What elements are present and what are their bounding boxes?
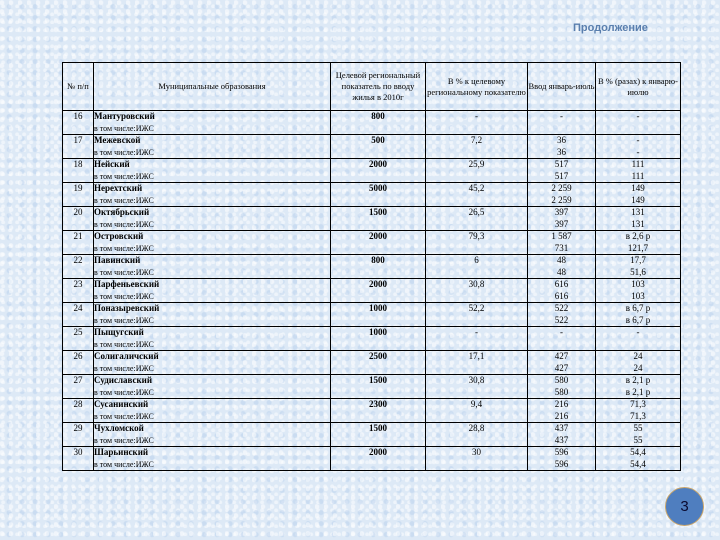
- input-izhs: [528, 123, 595, 135]
- municipality-sublabel: в том числе:ИЖС: [94, 412, 154, 421]
- municipality-name: Судиславский: [94, 375, 153, 385]
- row-number: 17: [63, 135, 94, 159]
- municipality-name: Нейский: [94, 159, 130, 169]
- input-izhs: 517: [554, 170, 569, 181]
- municipality-name: Пыщугский: [94, 327, 144, 337]
- pct-target-value: 30,8: [426, 279, 528, 303]
- input-total: -: [560, 111, 563, 121]
- input-izhs: 36: [557, 146, 566, 157]
- pct-target-value: 17,1: [426, 351, 528, 375]
- col-header-pct-times: В % (разах) к январю-июлю: [596, 63, 681, 111]
- ratio-izhs: 149: [631, 194, 645, 205]
- municipality-sublabel: в том числе:ИЖС: [94, 436, 154, 445]
- table-row: [63, 183, 681, 207]
- pct-target-value: 30: [426, 447, 528, 471]
- slide-title: Продолжение: [573, 22, 648, 34]
- ratio-izhs: 111: [631, 170, 645, 181]
- ratio-izhs: [596, 339, 680, 351]
- ratio-izhs: 71,3: [630, 410, 646, 421]
- ratio-izhs: 54,4: [630, 458, 646, 469]
- input-izhs: 427: [554, 362, 569, 373]
- input-total: 437: [554, 423, 569, 433]
- target-value: 800: [331, 111, 426, 135]
- ratio-cell: [596, 183, 681, 207]
- table-row: [63, 207, 681, 231]
- table-row: [63, 327, 681, 351]
- input-izhs: 397: [554, 218, 569, 229]
- pct-target-value: 25,9: [426, 159, 528, 183]
- pct-target-value: 26,5: [426, 207, 528, 231]
- input-cell: [528, 303, 596, 327]
- input-total: 48: [557, 255, 566, 265]
- input-total: 397: [554, 207, 569, 217]
- input-total: -: [560, 327, 563, 337]
- input-izhs: 437: [554, 434, 569, 445]
- municipality-name: Мантуровский: [94, 111, 155, 121]
- ratio-cell: [596, 303, 681, 327]
- pct-target-value: 7,2: [426, 135, 528, 159]
- ratio-cell: [596, 255, 681, 279]
- input-cell: [528, 183, 596, 207]
- row-number: 27: [63, 375, 94, 399]
- municipality-sublabel: в том числе:ИЖС: [94, 292, 154, 301]
- input-total: 2 259: [551, 183, 572, 193]
- input-cell: [528, 135, 596, 159]
- target-value: 1500: [331, 207, 426, 231]
- col-header-municipality: Муниципальные образования: [94, 63, 331, 111]
- municipality-sublabel: в том числе:ИЖС: [94, 124, 154, 133]
- municipality-cell: [94, 351, 331, 375]
- col-header-target: Целевой региональный показатель по вводу жилья в 2010г: [331, 63, 426, 111]
- pct-target-value: 6: [426, 255, 528, 279]
- row-number: 21: [63, 231, 94, 255]
- input-izhs: 731: [554, 242, 569, 253]
- input-total: 427: [554, 351, 569, 361]
- table-row: [63, 303, 681, 327]
- ratio-cell: [596, 327, 681, 351]
- ratio-total: -: [636, 135, 640, 145]
- ratio-total: в 2,1 р: [625, 375, 651, 385]
- municipality-sublabel: в том числе:ИЖС: [94, 172, 154, 181]
- pct-target-value: 52,2: [426, 303, 528, 327]
- input-cell: [528, 207, 596, 231]
- municipality-cell: [94, 111, 331, 135]
- page-number-badge: 3: [665, 487, 704, 526]
- municipality-cell: [94, 399, 331, 423]
- target-value: 800: [331, 255, 426, 279]
- input-izhs: [528, 339, 595, 351]
- ratio-total: 55: [633, 423, 643, 433]
- ratio-izhs: 103: [631, 290, 645, 301]
- table-row: [63, 231, 681, 255]
- pct-target-value: -: [426, 111, 528, 135]
- row-number: 20: [63, 207, 94, 231]
- municipality-sublabel: в том числе:ИЖС: [94, 316, 154, 325]
- input-total: 1 587: [551, 231, 572, 241]
- target-value: 1500: [331, 375, 426, 399]
- municipality-sublabel: в том числе:ИЖС: [94, 388, 154, 397]
- ratio-total: 131: [631, 207, 645, 217]
- municipality-sublabel: в том числе:ИЖС: [94, 268, 154, 277]
- input-cell: [528, 423, 596, 447]
- municipality-sublabel: в том числе:ИЖС: [94, 460, 154, 469]
- municipality-name: Октябрьский: [94, 207, 150, 217]
- input-cell: [528, 255, 596, 279]
- ratio-total: в 2,6 р: [625, 231, 651, 241]
- table-row: [63, 375, 681, 399]
- municipality-cell: [94, 375, 331, 399]
- ratio-cell: [596, 351, 681, 375]
- header-row: [63, 63, 681, 111]
- ratio-cell: [596, 111, 681, 135]
- input-cell: [528, 327, 596, 351]
- ratio-izhs: -: [636, 146, 640, 157]
- ratio-total: 24: [633, 351, 643, 361]
- pct-target-value: 45,2: [426, 183, 528, 207]
- row-number: 18: [63, 159, 94, 183]
- ratio-cell: [596, 159, 681, 183]
- input-total: 36: [557, 135, 566, 145]
- row-number: 30: [63, 447, 94, 471]
- target-value: 2000: [331, 231, 426, 255]
- ratio-izhs: 24: [633, 362, 643, 373]
- input-total: 216: [554, 399, 569, 409]
- input-cell: [528, 279, 596, 303]
- municipality-cell: [94, 183, 331, 207]
- ratio-total: 103: [631, 279, 645, 289]
- target-value: 5000: [331, 183, 426, 207]
- municipality-cell: [94, 447, 331, 471]
- row-number: 19: [63, 183, 94, 207]
- ratio-izhs: в 2,1 р: [625, 386, 651, 397]
- municipality-sublabel: в том числе:ИЖС: [94, 340, 154, 349]
- input-izhs: 216: [554, 410, 569, 421]
- input-izhs: 596: [554, 458, 569, 469]
- ratio-izhs: 131: [631, 218, 645, 229]
- target-value: 1000: [331, 327, 426, 351]
- municipality-cell: [94, 423, 331, 447]
- municipality-cell: [94, 279, 331, 303]
- ratio-total: 71,3: [630, 399, 646, 409]
- target-value: 500: [331, 135, 426, 159]
- municipality-cell: [94, 135, 331, 159]
- table-row: [63, 279, 681, 303]
- municipality-sublabel: в том числе:ИЖС: [94, 364, 154, 373]
- municipality-cell: [94, 231, 331, 255]
- input-total: 517: [554, 159, 569, 169]
- table-row: [63, 159, 681, 183]
- pct-target-value: 79,3: [426, 231, 528, 255]
- row-number: 23: [63, 279, 94, 303]
- input-cell: [528, 111, 596, 135]
- target-value: 2000: [331, 279, 426, 303]
- pct-target-value: 9,4: [426, 399, 528, 423]
- municipality-sublabel: в том числе:ИЖС: [94, 244, 154, 253]
- ratio-total: -: [636, 327, 640, 337]
- col-header-pct-target: В % к целевому региональному показателю: [426, 63, 528, 111]
- target-value: 1000: [331, 303, 426, 327]
- municipality-name: Чухломской: [94, 423, 144, 433]
- input-cell: [528, 351, 596, 375]
- municipality-name: Островский: [94, 231, 144, 241]
- input-izhs: 580: [554, 386, 569, 397]
- ratio-total: 54,4: [630, 447, 646, 457]
- ratio-total: 17,7: [630, 255, 646, 265]
- ratio-izhs: 55: [633, 434, 643, 445]
- table-row: [63, 447, 681, 471]
- row-number: 25: [63, 327, 94, 351]
- municipality-cell: [94, 207, 331, 231]
- municipality-cell: [94, 327, 331, 351]
- col-header-num: № п/п: [63, 63, 94, 111]
- target-value: 2500: [331, 351, 426, 375]
- municipality-cell: [94, 159, 331, 183]
- municipality-name: Поназыревский: [94, 303, 160, 313]
- input-cell: [528, 447, 596, 471]
- ratio-total: в 6,7 р: [625, 303, 651, 313]
- pct-target-value: 28,8: [426, 423, 528, 447]
- input-cell: [528, 231, 596, 255]
- input-cell: [528, 159, 596, 183]
- input-izhs: 48: [557, 266, 566, 277]
- row-number: 16: [63, 111, 94, 135]
- col-header-input: Ввод январь-июль: [528, 63, 596, 111]
- row-number: 22: [63, 255, 94, 279]
- input-izhs: 2 259: [551, 194, 572, 205]
- housing-table: [62, 62, 681, 471]
- municipality-sublabel: в том числе:ИЖС: [94, 220, 154, 229]
- row-number: 26: [63, 351, 94, 375]
- municipality-name: Парфеньевский: [94, 279, 160, 289]
- municipality-sublabel: в том числе:ИЖС: [94, 148, 154, 157]
- ratio-cell: [596, 231, 681, 255]
- municipality-name: Межевской: [94, 135, 141, 145]
- municipality-name: Нерехтский: [94, 183, 143, 193]
- municipality-cell: [94, 303, 331, 327]
- municipality-sublabel: в том числе:ИЖС: [94, 196, 154, 205]
- input-total: 616: [554, 279, 569, 289]
- ratio-cell: [596, 135, 681, 159]
- ratio-cell: [596, 279, 681, 303]
- table-row: [63, 255, 681, 279]
- pct-target-value: -: [426, 327, 528, 351]
- row-number: 29: [63, 423, 94, 447]
- ratio-total: -: [636, 111, 640, 121]
- ratio-izhs: 51,6: [630, 266, 646, 277]
- input-total: 596: [554, 447, 569, 457]
- municipality-name: Солигаличский: [94, 351, 159, 361]
- table-row: [63, 351, 681, 375]
- target-value: 1500: [331, 423, 426, 447]
- ratio-izhs: в 6,7 р: [625, 314, 651, 325]
- target-value: 2000: [331, 447, 426, 471]
- table-row: [63, 423, 681, 447]
- table-row: [63, 399, 681, 423]
- ratio-total: 111: [631, 159, 645, 169]
- ratio-cell: [596, 423, 681, 447]
- target-value: 2000: [331, 159, 426, 183]
- row-number: 24: [63, 303, 94, 327]
- municipality-name: Шарьинский: [94, 447, 149, 457]
- ratio-izhs: 121,7: [627, 242, 649, 253]
- target-value: 2300: [331, 399, 426, 423]
- municipality-cell: [94, 255, 331, 279]
- ratio-cell: [596, 207, 681, 231]
- municipality-name: Сусанинский: [94, 399, 149, 409]
- municipality-name: Павинский: [94, 255, 141, 265]
- input-total: 522: [554, 303, 569, 313]
- ratio-izhs: [596, 123, 680, 135]
- table-row: [63, 135, 681, 159]
- ratio-cell: [596, 399, 681, 423]
- input-cell: [528, 375, 596, 399]
- input-cell: [528, 399, 596, 423]
- input-izhs: 522: [554, 314, 569, 325]
- ratio-cell: [596, 375, 681, 399]
- ratio-cell: [596, 447, 681, 471]
- table-row: [63, 111, 681, 135]
- input-total: 580: [554, 375, 569, 385]
- row-number: 28: [63, 399, 94, 423]
- ratio-total: 149: [631, 183, 645, 193]
- pct-target-value: 30,8: [426, 375, 528, 399]
- input-izhs: 616: [554, 290, 569, 301]
